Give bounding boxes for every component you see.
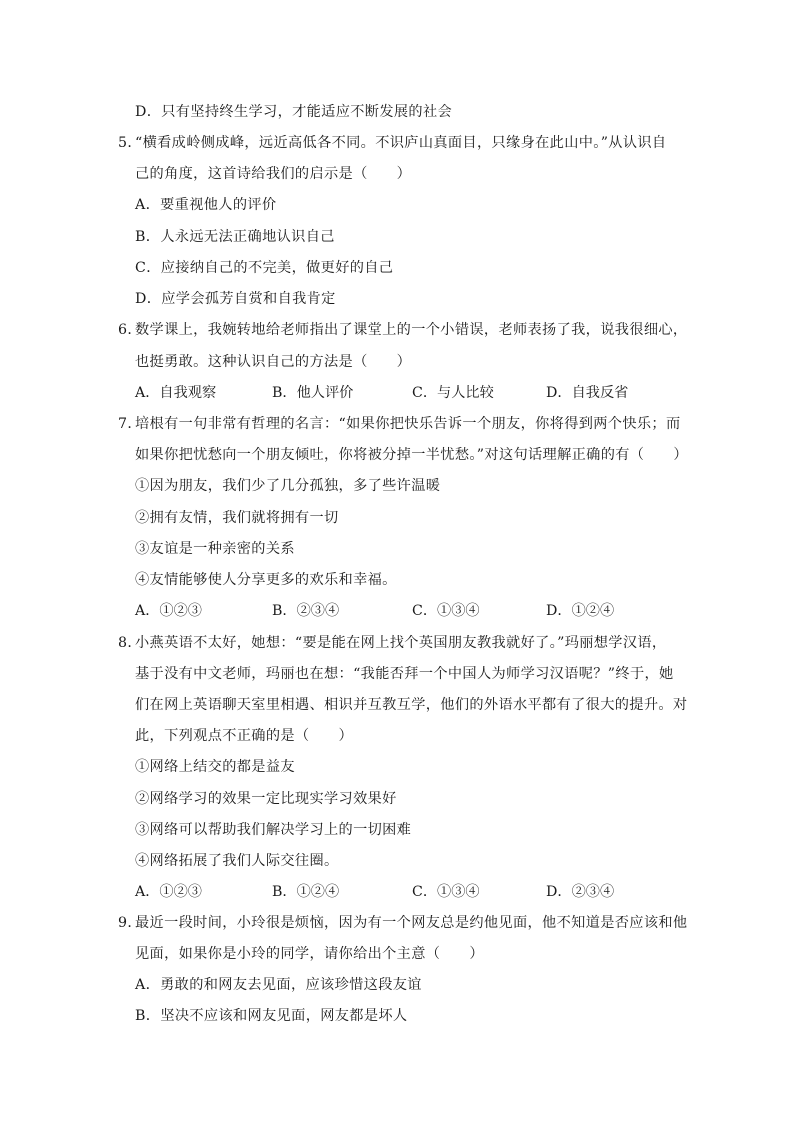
- q9-stem-line1: 最近一段时间，小玲很是烦恼，因为有一个网友总是约他见面，他不知道是否应该和他: [135, 915, 688, 931]
- q8-option-a: A．①②③: [135, 884, 202, 900]
- q7-stem: [118, 414, 681, 434]
- q7-options: [135, 601, 655, 621]
- q8-option-d: D．②③④: [546, 884, 615, 900]
- q5-option-d: D．应学会孤芳自赏和自我肯定: [135, 291, 336, 307]
- q5-option-a: A．要重视他人的评价: [135, 197, 277, 213]
- q7-stem-line2: 如果你把忧愁向一个朋友倾吐，你将被分掉一半忧愁。”对这句话理解正确的有（ ）: [135, 447, 688, 463]
- q8-stem-line3: 们在网上英语聊天室里相遇、相识并互教互学，他们的外语水平都有了很大的提升。对: [135, 697, 688, 713]
- q7-option-c: C．①③④: [412, 603, 480, 619]
- q6-option-a: A．自我观察: [135, 385, 217, 401]
- q7-option-a: A．①②③: [135, 603, 202, 619]
- q7-stem-line1: 培根有一句非常有哲理的名言：“如果你把快乐告诉一个朋友，你将得到两个快乐；而: [135, 416, 681, 432]
- q7-option-d: D．①②④: [546, 603, 615, 619]
- q5-option-b: B．人永远无法正确地认识自己: [135, 229, 335, 245]
- q9-number: 9．: [118, 915, 142, 931]
- q6-options: [135, 383, 655, 403]
- q9-option-b: B．坚决不应该和网友见面，网友都是坏人: [135, 1008, 408, 1024]
- q4-option-d: D．只有坚持终生学习，才能适应不断发展的社会: [135, 104, 453, 120]
- q5-stem-line2: 己的角度，这首诗给我们的启示是（ ）: [135, 166, 412, 182]
- q5-number: 5．: [118, 135, 142, 151]
- q6-stem: [118, 320, 687, 340]
- q6-option-b: B．他人评价: [272, 385, 354, 401]
- q7-statement-1: ①因为朋友，我们少了几分孤独，多了些许温暖: [135, 478, 441, 494]
- q8-statement-3: ③网络可以帮助我们解决学习上的一切困难: [135, 822, 412, 838]
- q8-stem-line2: 基于没有中文老师，玛丽也在想：“我能否拜一个中国人为师学习汉语呢？”终于，她: [135, 666, 674, 682]
- q9-stem: [118, 913, 687, 933]
- q8-stem: [118, 633, 666, 653]
- q9-option-a: A．勇敢的和网友去见面，应该珍惜这段友谊: [135, 977, 422, 993]
- q6-stem-line2: 也挺勇敢。这种认识自己的方法是（ ）: [135, 354, 412, 370]
- q5-stem-line1: “横看成岭侧成峰，远近高低各不同。不识庐山真面目，只缘身在此山中。”从认识自: [135, 135, 667, 151]
- q6-option-d: D．自我反省: [546, 385, 629, 401]
- q8-statement-2: ②网络学习的效果一定比现实学习效果好: [135, 791, 397, 807]
- q9-stem-line2: 见面，如果你是小玲的同学，请你给出个主意（ ）: [135, 946, 484, 962]
- q8-option-b: B．①②④: [272, 884, 340, 900]
- q8-stem-line4: 此，下列观点不正确的是（ ）: [135, 728, 354, 744]
- q5-option-c: C．应接纳自己的不完美，做更好的自己: [135, 260, 394, 276]
- q8-statement-4: ④网络拓展了我们人际交往圈。: [135, 853, 339, 869]
- q7-statement-3: ③友谊是一种亲密的关系: [135, 541, 295, 557]
- q5-stem: [118, 133, 666, 153]
- q6-number: 6．: [118, 322, 142, 338]
- q7-number: 7．: [118, 416, 142, 432]
- q8-option-c: C．①③④: [412, 884, 480, 900]
- q8-stem-line1: 小燕英语不太好，她想：“要是能在网上找个英国朋友教我就好了。”玛丽想学汉语，: [135, 635, 667, 651]
- q6-stem-line1: 数学课上，我婉转地给老师指出了课堂上的一个小错误，老师表扬了我，说我很细心，: [135, 322, 688, 338]
- q8-statement-1: ①网络上结交的都是益友: [135, 759, 295, 775]
- q7-statement-2: ②拥有友情，我们就将拥有一切: [135, 510, 339, 526]
- q7-option-b: B．②③④: [272, 603, 340, 619]
- q8-number: 8．: [118, 635, 142, 651]
- q6-option-c: C．与人比较: [412, 385, 494, 401]
- q8-options: [135, 882, 655, 902]
- q7-statement-4: ④友情能够使人分享更多的欢乐和幸福。: [135, 572, 397, 588]
